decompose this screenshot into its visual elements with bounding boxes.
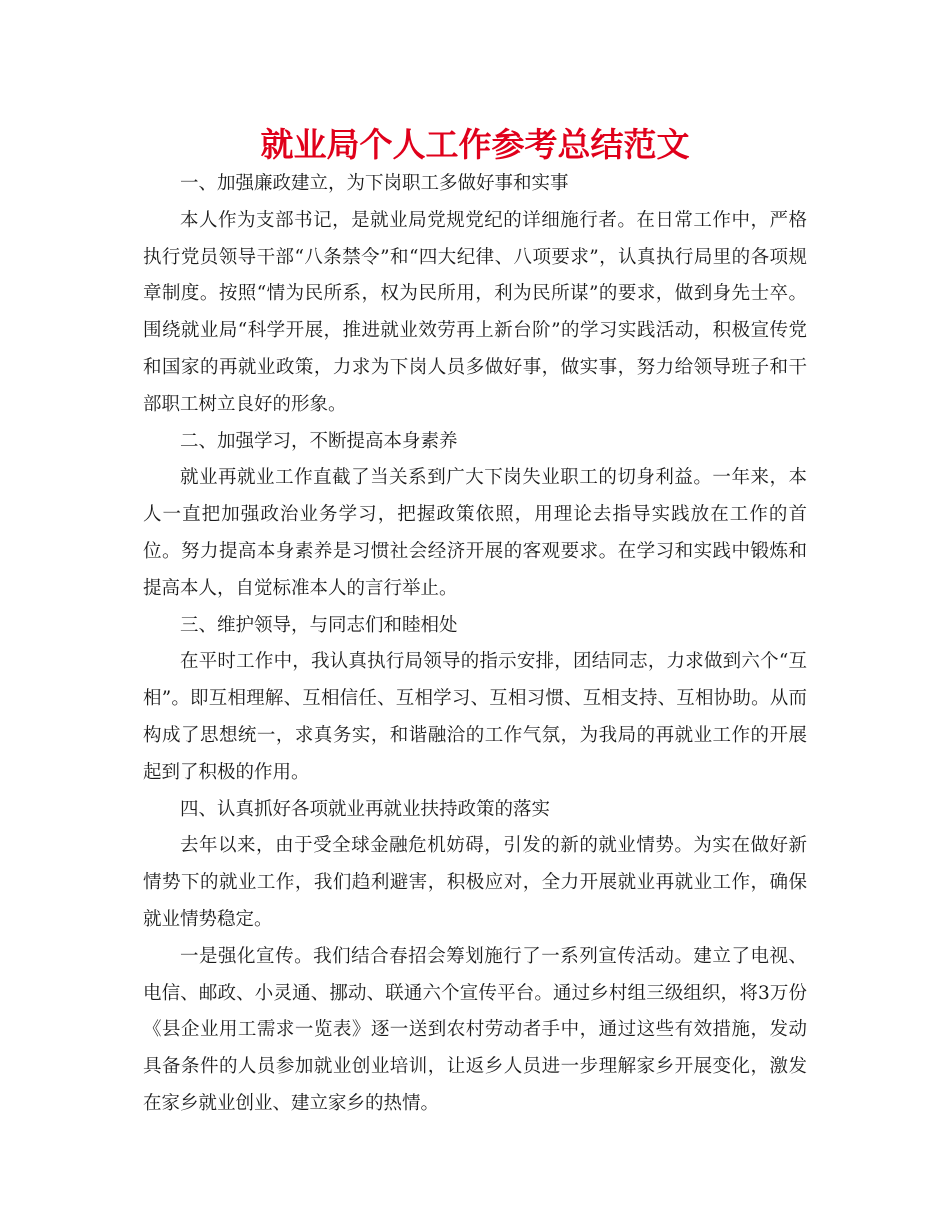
body-paragraph-2: 就业再就业工作直截了当关系到广大下岗失业职工的切身利益。一年来，本人一直把加强政治业务学习，把握政策依照，用理论去指导实践放在工作的首位。努力提高本身素养是习惯社会经济开展的客观要求。在学习和实践中锻炼和提高本人，自觉标准本人的言行举止。 <box>143 467 807 599</box>
section-heading-4: 四、认真抓好各项就业再就业扶持政策的落实 <box>180 798 551 820</box>
body-paragraph-4: 去年以来，由于受全球金融危机妨碍，引发的新的就业情势。为实在做好新情势下的就业工作，我们趋利避害，积极应对，全力开展就业再就业工作，确保就业情势稳定。 <box>143 835 807 930</box>
document-body <box>143 166 807 1123</box>
body-paragraph-3: 在平时工作中，我认真执行局领导的指示安排，团结同志，力求做到六个“互相”。即互相理解、互相信任、互相学习、互相习惯、互相支持、互相协助。从而构成了思想统一，求真务实，和谐融洽的工作气氛，为我局的再就业工作的开展起到了积极的作用。 <box>143 651 807 783</box>
body-paragraph-5: 一是强化宣传。我们结合春招会筹划施行了一系列宣传活动。建立了电视、电信、邮政、小灵通、挪动、联通六个宣传平台。通过乡村组三级组织，将3万份《县企业用工需求一览表》逐一送到农村劳动者手中，通过这些有效措施，发动具备条件的人员参加就业创业培训，让返乡人员进一步理解家乡开展变化，激发在家乡就业创业、建立家乡的热情。 <box>143 945 807 1114</box>
document-title: 就业局个人工作参考总结范文 <box>260 125 690 164</box>
section-heading-2: 二、加强学习，不断提高本身素养 <box>180 430 458 452</box>
section-heading-3: 三、维护领导，与同志们和睦相处 <box>180 614 458 636</box>
body-paragraph-1: 本人作为支部书记，是就业局党规党纪的详细施行者。在日常工作中，严格执行党员领导干部“八条禁令”和“四大纪律、八项要求”，认真执行局里的各项规章制度。按照“情为民所系，权为民所用，利为民所谋”的要求，做到身先士卒。围绕就业局“科学开展，推进就业效劳再上新台阶”的学习实践活动，积极宣传党和国家的再就业政策，力求为下岗人员多做好事，做实事，努力给领导班子和干部职工树立良好的形象。 <box>143 209 807 415</box>
section-heading-1: 一、加强廉政建立，为下岗职工多做好事和实事 <box>180 173 569 194</box>
